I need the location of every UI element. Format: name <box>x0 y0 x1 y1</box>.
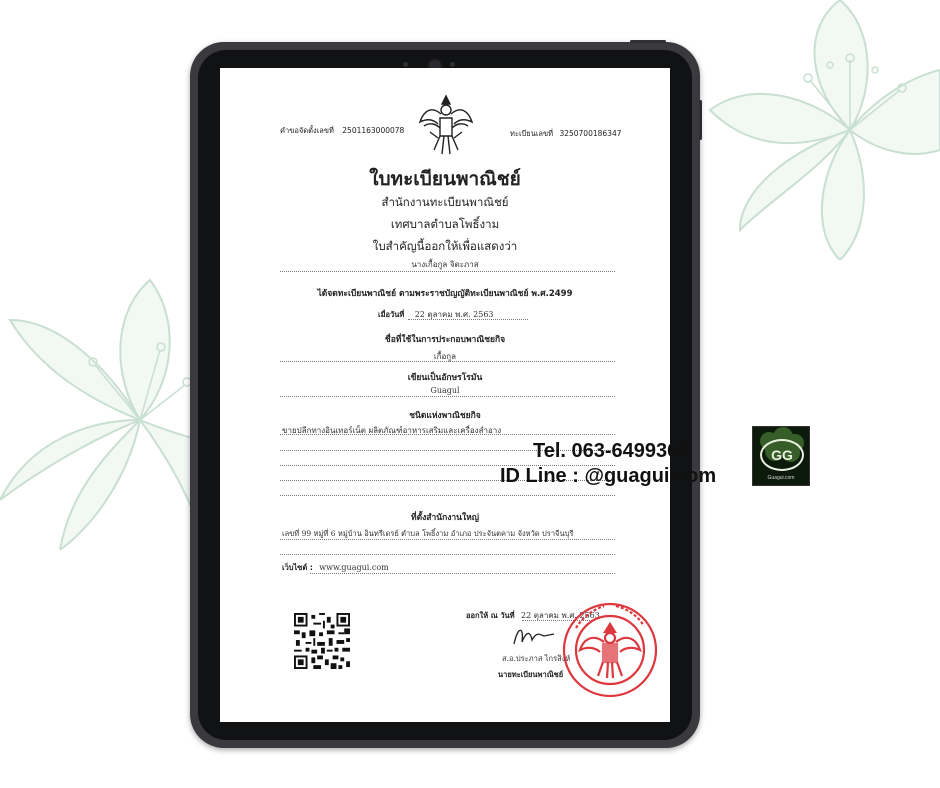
registration-number-label: ทะเบียนเลขที่ <box>510 129 554 138</box>
sensor-dot <box>403 62 408 67</box>
request-number-label: คำขอจัดตั้งเลขที่ <box>280 126 334 135</box>
business-name: เกื้อกูล <box>433 352 457 361</box>
certify-line: ใบสำคัญนี้ออกให้เพื่อแสดงว่า <box>372 239 518 253</box>
registration-date: 22 ตุลาคม พ.ศ. 2563 <box>414 310 494 319</box>
business-type: ขายปลีกทางอินเทอร์เน็ต ผลิตภัณฑ์อาหารเสริมและเครื่องสำอาง <box>282 426 502 435</box>
registration-number: 3250700186347 <box>559 129 622 138</box>
roman-name-label: เขียนเป็นอักษรโรมัน <box>407 373 483 383</box>
tablet-top-button <box>630 40 666 43</box>
issue-date-label: ออกให้ ณ วันที่ <box>466 611 515 620</box>
tablet-side-button <box>699 100 702 140</box>
garuda-emblem-icon <box>418 92 474 158</box>
commercial-registration-certificate <box>220 68 670 722</box>
request-number: 2501163000078 <box>342 126 405 135</box>
website-value: www.guagui.com <box>319 563 389 572</box>
registration-date-label: เมื่อวันที่ <box>378 310 405 319</box>
roman-name: Guagul <box>430 386 460 395</box>
signature-icon <box>510 622 560 650</box>
logo-text: GG <box>760 439 804 471</box>
issue-date: 22 ตุลาคม พ.ศ. 2563 <box>521 611 600 620</box>
owner-name: นางเกื้อกูล จิตะภาส <box>411 260 479 269</box>
certificate-title: ใบทะเบียนพาณิชย์ <box>369 168 521 190</box>
head-office-address: เลขที่ 99 หมู่ที่ 6 หมู่บ้าน อินทรีเดรย์ ตำบล โพธิ์งาม อำเภอ ประจันตคาม จังหวัด ปราจีนบุรี <box>282 529 574 538</box>
logo-caption: Guagui.com <box>767 475 795 481</box>
flower-decoration-left <box>0 270 200 550</box>
head-office-label: ที่ตั้งสำนักงานใหญ่ <box>411 513 479 523</box>
law-statement: ได้จดทะเบียนพาณิชย์ ตามพระราชบัญญัติทะเบียนพาณิชย์ พ.ศ.2499 <box>317 289 573 299</box>
office-name: สำนักงานทะเบียนพาณิชย์ <box>381 195 509 209</box>
contact-phone: Tel. 063-6499363 <box>533 440 690 462</box>
contact-line-id: ID Line : @guagui.com <box>500 465 717 487</box>
sensor-dot <box>450 62 455 67</box>
website-label: เว็บไซต์ : <box>282 563 313 572</box>
signer-name: ส.อ.ประภาส ไกรสิงห์ <box>502 654 571 663</box>
qr-code-icon <box>294 613 350 669</box>
municipality-name: เทศบาลตำบลโพธิ์งาม <box>390 217 500 231</box>
business-name-label: ชื่อที่ใช้ในการประกอบพาณิชยกิจ <box>384 335 506 345</box>
official-seal-stamp-icon <box>558 598 662 702</box>
guagui-logo <box>752 426 810 486</box>
flower-decoration-top-right <box>700 0 940 260</box>
signer-title: นายทะเบียนพาณิชย์ <box>498 670 564 679</box>
tablet-screen <box>220 68 670 722</box>
business-type-label: ชนิดแห่งพาณิชยกิจ <box>409 411 481 421</box>
